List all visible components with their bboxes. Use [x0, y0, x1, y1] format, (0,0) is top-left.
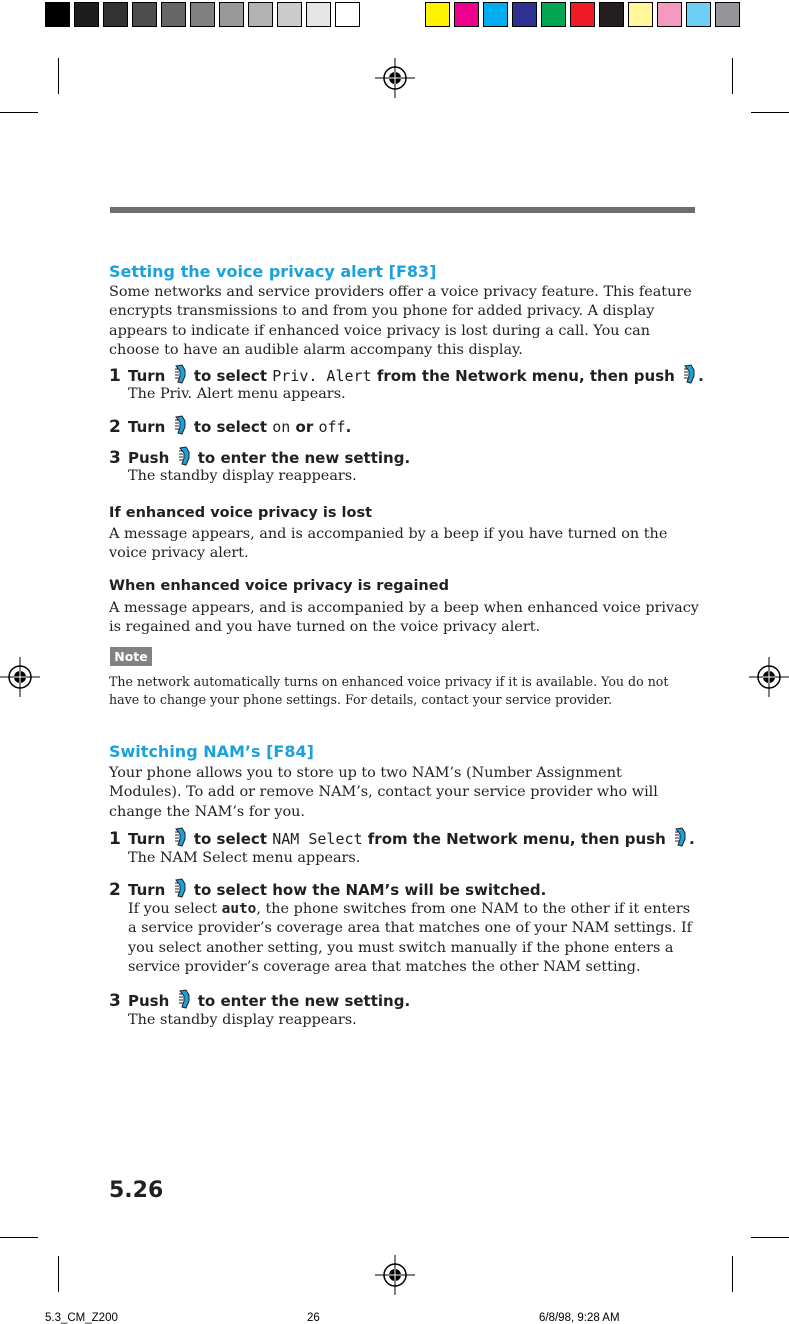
- color-swatch: [190, 2, 215, 27]
- menu-item-code: auto: [221, 901, 257, 917]
- crop-mark: [58, 1256, 59, 1292]
- crop-mark: [751, 1237, 789, 1238]
- color-swatch: [219, 2, 244, 27]
- color-swatch: [132, 2, 157, 27]
- privacy-lost-text: A message appears, and is accompanied by a beep if you have turned on the voice privacy alert.: [109, 526, 668, 562]
- crop-mark: [732, 58, 733, 94]
- jog-dial-icon: [173, 415, 187, 435]
- step-2: 2 Turn to select how the NAM’s will be switched.: [109, 880, 547, 900]
- registration-mark-icon: [375, 1255, 415, 1295]
- step-number: 2: [109, 880, 121, 900]
- menu-item-code: Priv. Alert: [272, 367, 372, 385]
- step-number: 1: [109, 366, 121, 386]
- color-swatch: [248, 2, 273, 27]
- color-swatch: [306, 2, 331, 27]
- step-result: If you select auto, the phone switches from one NAM to the other if it enters a service provider’s coverage area that matches one of your NAM settings. If you select another setting, you must switch manually if the phone enters a service provider’s coverage area that matches the other NAM setting.: [128, 901, 692, 976]
- color-swatch: [45, 2, 70, 27]
- crop-mark: [0, 112, 38, 113]
- color-swatch: [161, 2, 186, 27]
- color-swatch: [425, 2, 450, 27]
- step-number: 2: [109, 417, 121, 437]
- crop-mark: [0, 1237, 38, 1238]
- step-3: 3 Push to enter the new setting.: [109, 448, 411, 468]
- jog-dial-icon: [682, 364, 696, 384]
- step-number: 1: [109, 829, 121, 849]
- jog-dial-icon: [173, 827, 187, 847]
- note-badge: Note: [110, 647, 152, 666]
- jog-dial-icon: [177, 446, 191, 466]
- menu-item-code: NAM Select: [272, 830, 363, 848]
- page-number: 5.26: [109, 1178, 164, 1203]
- crop-mark: [58, 58, 59, 94]
- crop-mark: [732, 1256, 733, 1292]
- menu-item-code: on: [272, 418, 291, 436]
- crop-mark: [751, 112, 789, 113]
- color-swatch: [599, 2, 624, 27]
- color-swatch: [686, 2, 711, 27]
- subheading-privacy-lost: If enhanced voice privacy is lost: [109, 505, 373, 521]
- color-swatch: [335, 2, 360, 27]
- color-swatch: [512, 2, 537, 27]
- step-2: 2 Turn to select on or off.: [109, 417, 352, 437]
- color-swatch: [454, 2, 479, 27]
- step-result: The NAM Select menu appears.: [128, 850, 361, 866]
- color-swatch: [103, 2, 128, 27]
- section-intro: Your phone allows you to store up to two NAM’s (Number Assignment Modules). To add or remove NAM’s, contact your service provider who will change the NAM’s for you.: [109, 765, 658, 820]
- color-swatch: [277, 2, 302, 27]
- footer-date: 6/8/98, 9:28 AM: [539, 1312, 620, 1324]
- note-text: The network automatically turns on enhanced voice privacy if it is available. You do not have to change your phone settings. For details, contact your service provider.: [109, 674, 669, 707]
- section-heading-voice-privacy: Setting the voice privacy alert [F83]: [109, 262, 437, 281]
- step-number: 3: [109, 448, 121, 468]
- color-swatch: [541, 2, 566, 27]
- menu-item-code: off: [318, 418, 346, 436]
- color-swatch: [715, 2, 740, 27]
- jog-dial-icon: [173, 364, 187, 384]
- color-swatch: [657, 2, 682, 27]
- section-heading-switching-nams: Switching NAM’s [F84]: [109, 742, 314, 761]
- color-swatch: [628, 2, 653, 27]
- registration-mark-icon: [375, 58, 415, 98]
- jog-dial-icon: [177, 989, 191, 1009]
- registration-mark-icon: [0, 657, 40, 697]
- header-rule: [110, 207, 695, 213]
- color-swatch: [74, 2, 99, 27]
- color-swatch: [483, 2, 508, 27]
- step-result: The standby display reappears.: [128, 468, 357, 484]
- footer-page: 26: [307, 1312, 320, 1324]
- jog-dial-icon: [173, 878, 187, 898]
- step-3: 3 Push to enter the new setting.: [109, 991, 411, 1011]
- section-intro: Some networks and service providers offer a voice privacy feature. This feature encrypts transmissions to and from you phone for added privacy. A display appears to indicate if enhanced voice privacy is lost during a call. You can choose to have an audible alarm accompany this display.: [109, 284, 692, 359]
- step-1: 1 Turn to select NAM Select from the Network menu, then push .: [109, 829, 695, 849]
- privacy-regained-text: A message appears, and is accompanied by a beep when enhanced voice privacy is regained and you have turned on the voice privacy alert.: [109, 600, 699, 636]
- color-swatch: [570, 2, 595, 27]
- step-result: The Priv. Alert menu appears.: [128, 386, 346, 402]
- step-1: 1 Turn to select Priv. Alert from the Network menu, then push .: [109, 366, 704, 386]
- jog-dial-icon: [673, 827, 687, 847]
- step-number: 3: [109, 991, 121, 1011]
- registration-mark-icon: [749, 657, 789, 697]
- step-result: The standby display reappears.: [128, 1012, 357, 1028]
- footer-filename: 5.3_CM_Z200: [45, 1312, 118, 1324]
- subheading-privacy-regained: When enhanced voice privacy is regained: [109, 578, 449, 594]
